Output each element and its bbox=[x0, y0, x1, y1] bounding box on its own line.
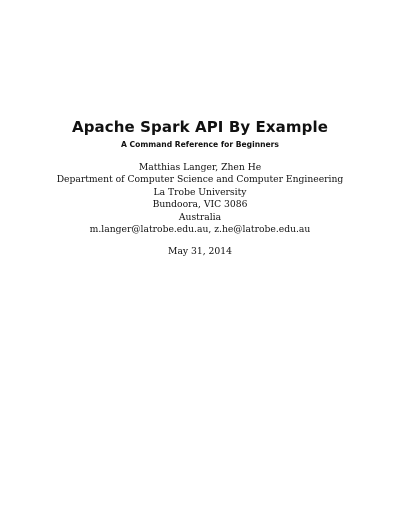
email-addresses: m.langer@latrobe.edu.au, z.he@latrobe.edu.au bbox=[89, 224, 311, 236]
document-date: May 31, 2014 bbox=[168, 246, 232, 257]
document-subtitle: A Command Reference for Beginners bbox=[121, 140, 279, 149]
author-names: Matthias Langer, Zhen He bbox=[138, 162, 262, 173]
author-block bbox=[0, 162, 400, 236]
document-title: Apache Spark API By Example bbox=[72, 118, 328, 136]
city: Bundoora, VIC 3086 bbox=[152, 199, 248, 211]
country: Australia bbox=[178, 211, 222, 223]
department: Department of Computer Science and Computer Engineering bbox=[56, 174, 344, 186]
university: La Trobe University bbox=[153, 186, 247, 198]
